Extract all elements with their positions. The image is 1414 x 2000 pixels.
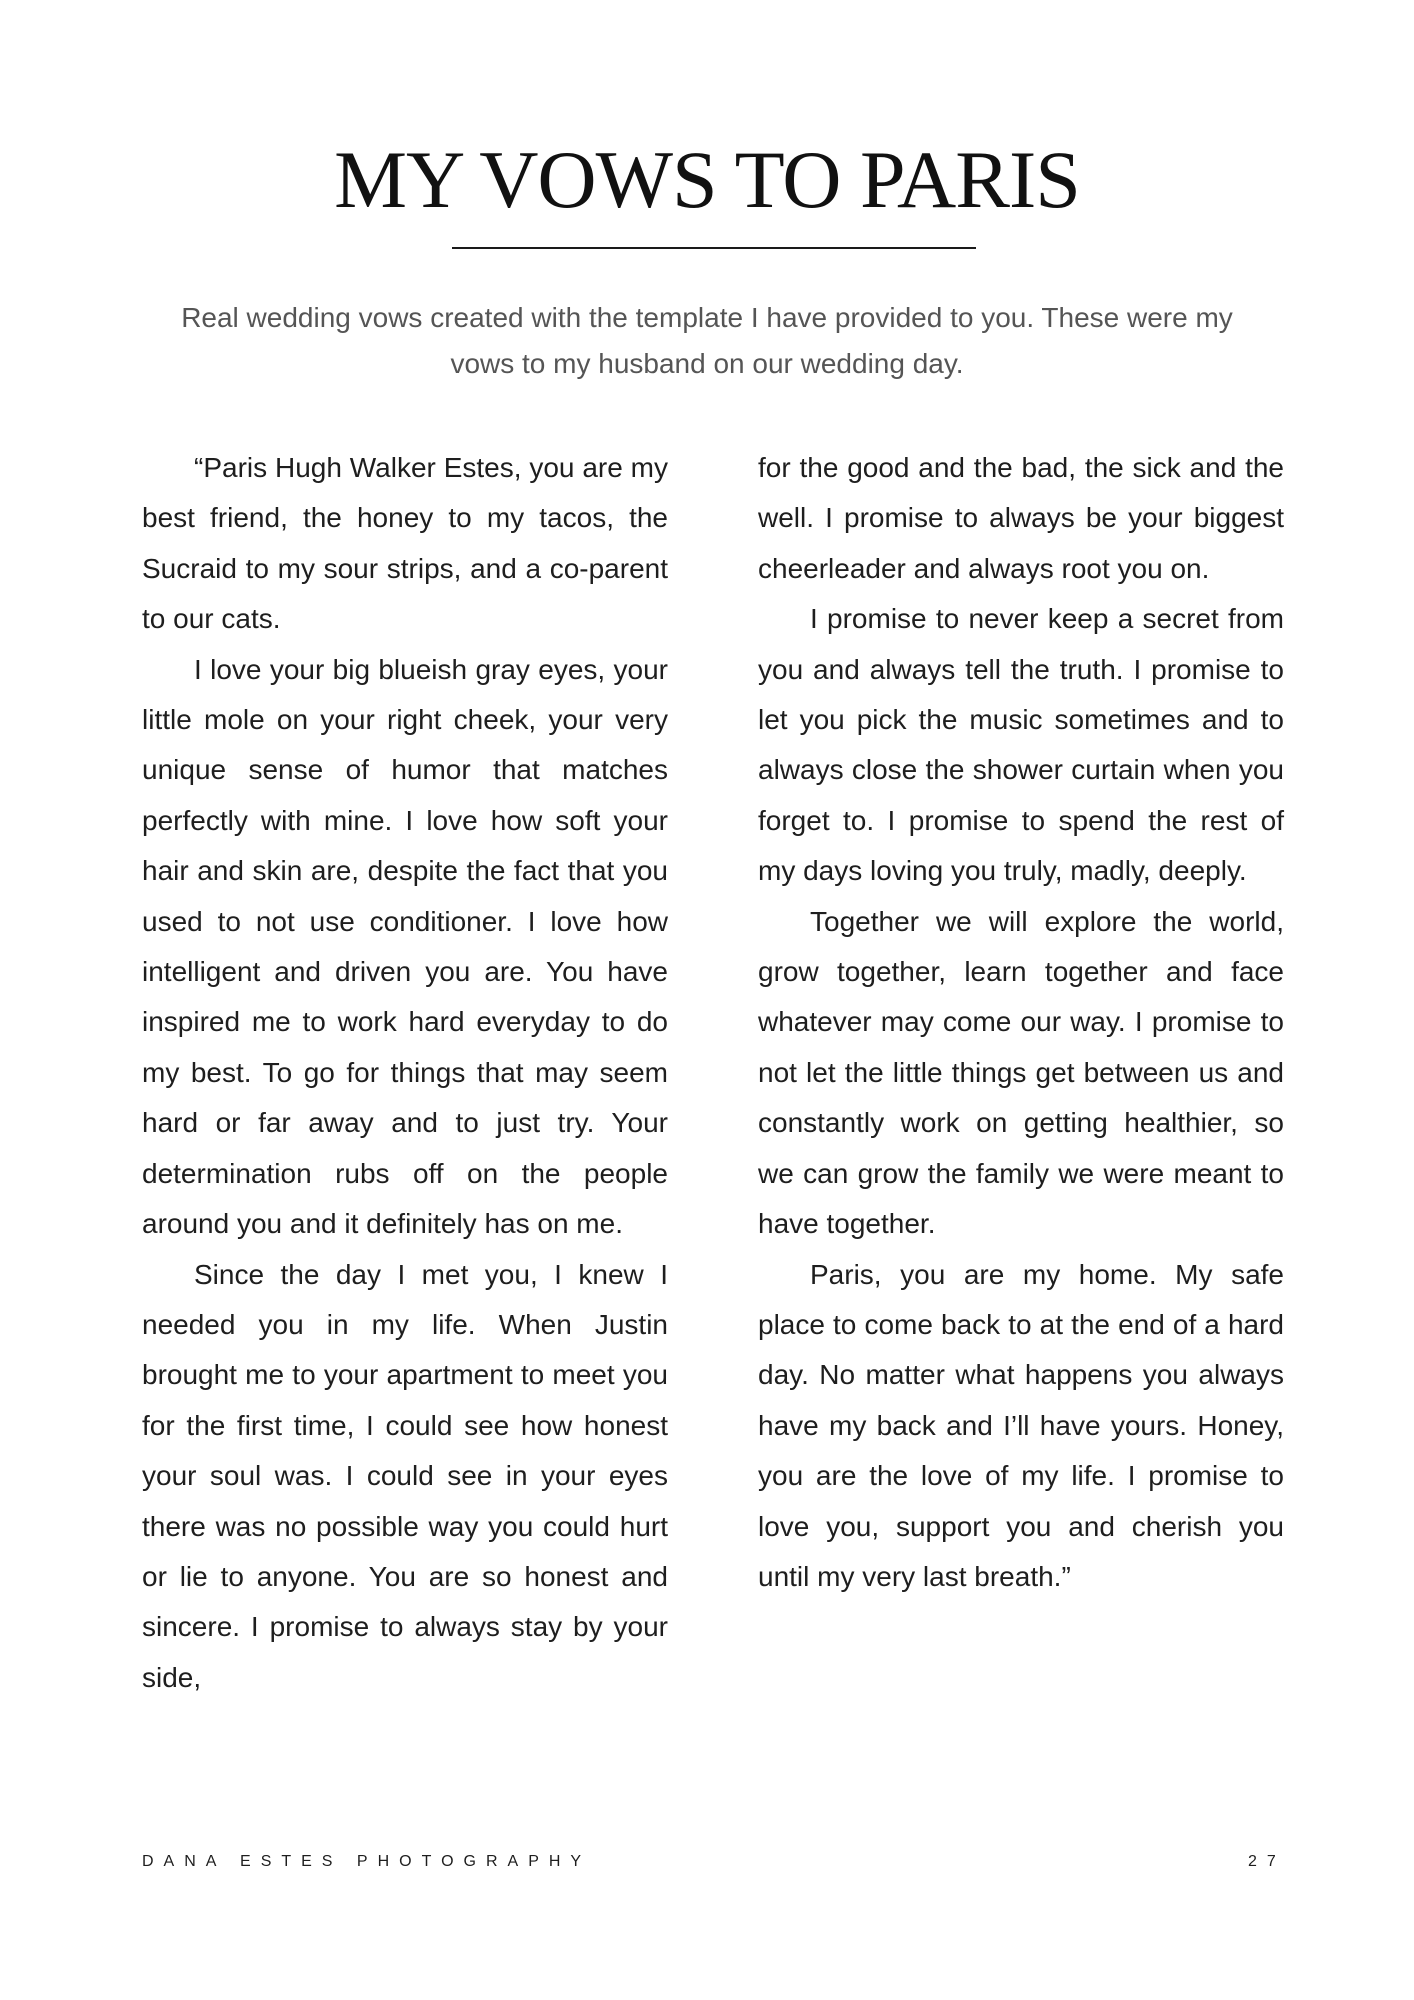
vows-paragraph: I love your big blueish gray eyes, your little mole on your right cheek, your very unique sense of humor that matches perfectly with mine. I love how soft your hair and skin are, despite the fact that you used to not use conditioner. I love how intelligent and driven you are. You have inspired me to work hard everyday to do my best. To go for things that may seem hard or far away and to just try. Your determination rubs off on the people around you and it definitely has on me. [142,653,668,1240]
page-title: MY VOWS TO PARIS [334,134,1080,225]
vows-paragraph: Paris, you are my home. My safe place to come back to at the end of a hard day. No matter what happens you always have my back and I’ll have yours. Honey, you are the love of my life. I promise to love you, support you and cherish you until my very last breath.” [758,1258,1284,1592]
vows-paragraph: Together we will explore the world, grow together, learn together and face whatever may come our way. I promise to not let the little things get between us and constantly work on getting healthier, so we can grow the family we were meant to have together. [758,905,1284,1240]
footer-brand: DANA ESTES PHOTOGRAPHY [142,1853,592,1870]
vows-paragraph: for the good and the bad, the sick and the well. I promise to always be your biggest cheerleader and always root you on. [758,452,1284,584]
vows-right-column [758,443,1284,1602]
vows-paragraph: “Paris Hugh Walker Estes, you are my best friend, the honey to my tacos, the Sucraid to my sour strips, and a co-parent to our cats. [142,452,668,635]
vows-paragraph: Since the day I met you, I knew I needed you in my life. When Justin brought me to your apartment to meet you for the first time, I could see how honest your soul was. I could see in your eyes there was no possible way you could hurt or lie to anyone. You are so honest and sincere. I promise to always stay by your side, [142,1258,668,1693]
page-number: 27 [1248,1853,1286,1870]
vows-paragraph: I promise to never keep a secret from you and always tell the truth. I promise to let you pick the music sometimes and to always close the shower curtain when you forget to. I promise to spend the rest of my days loving you truly, madly, deeply. [758,603,1284,887]
vows-left-column [142,443,668,1703]
page-subtitle: Real wedding vows created with the template I have provided to you. These were my vows to my husband on our wedding day. [181,302,1233,379]
title-divider [452,247,976,249]
